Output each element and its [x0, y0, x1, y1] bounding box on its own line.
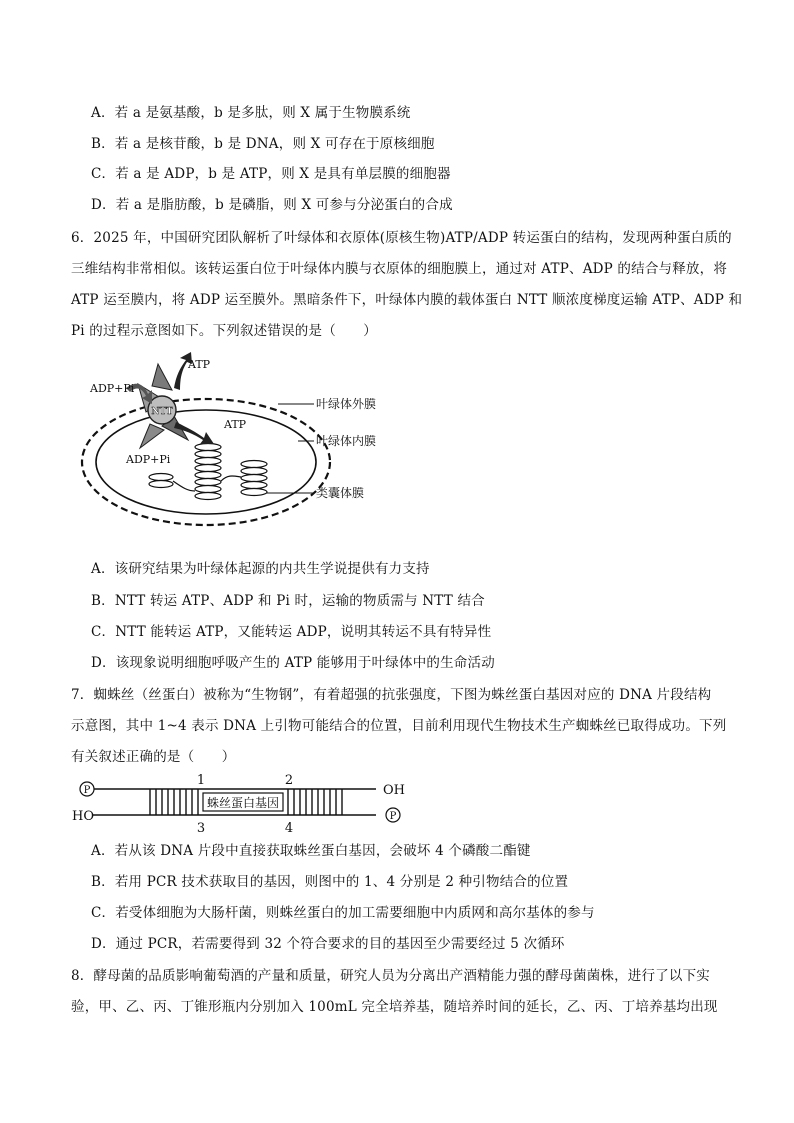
q5-option-c: C．若 a 是 ADP，b 是 ATP，则 X 是具有单层膜的细胞器	[91, 166, 451, 182]
q6-option-a: A．该研究结果为叶绿体起源的内共生学说提供有力支持	[91, 561, 430, 577]
q6-option-c: C．NTT 能转运 ATP，又能转运 ADP，说明其转运不具有特异性	[91, 624, 492, 640]
phosphate-top-label: P	[83, 785, 91, 796]
primer-site-3: 3	[196, 821, 206, 836]
q7-stem-line-2: 示意图，其中 1~4 表示 DNA 上引物可能结合的位置，目前利用现代生物技术生产蜘蛛丝已取得成功。下列	[71, 718, 727, 734]
q8-stem-line-2: 验，甲、乙、丙、丁锥形瓶内分别加入 100mL 完全培养基，随培养时间的延长，乙、丙、丁培养基均出现	[71, 999, 718, 1015]
q5-option-b: B．若 a 是核苷酸，b 是 DNA，则 X 可存在于原核细胞	[91, 136, 435, 152]
q7-option-a: A．若从该 DNA 片段中直接获取蛛丝蛋白基因，会破坏 4 个磷酸二酯键	[91, 843, 531, 859]
q7-option-d: D．通过 PCR，若需要得到 32 个符合要求的目的基因至少需要经过 5 次循环	[91, 936, 565, 952]
gene-label: 蛛丝蛋白基因	[206, 796, 280, 810]
q7-stem-line-3: 有关叙述正确的是（ ）	[71, 749, 236, 765]
adp-pi-inner-label: ADP+Pi	[126, 453, 171, 466]
q6-stem-line-1: 6．2025 年，中国研究团队解析了叶绿体和衣原体(原核生物)ATP/ADP 转运蛋白的结构，发现两种蛋白质的	[71, 230, 732, 246]
q6-stem-line-2: 三维结构非常相似。该转运蛋白位于叶绿体内膜与衣原体的细胞膜上，通过对 ATP、ADP 的结合与释放，将	[71, 261, 728, 277]
outer-membrane-label: 叶绿体外膜	[316, 397, 377, 411]
atp-inner-label: ATP	[224, 418, 247, 431]
q8-stem-line-1: 8．酵母菌的品质影响葡萄酒的产量和质量，研究人员为分离出产酒精能力强的酵母菌菌株，进行了以下实	[71, 968, 710, 984]
dna-fragment-diagram	[70, 770, 415, 836]
q7-option-b: B．若用 PCR 技术获取目的基因，则图中的 1、4 分别是 2 种引物结合的位置	[91, 874, 569, 890]
q5-option-d: D．若 a 是脂肪酸，b 是磷脂，则 X 可参与分泌蛋白的合成	[91, 197, 453, 213]
ntt-label: NTT	[151, 407, 173, 417]
q6-option-d: D．该现象说明细胞呼吸产生的 ATP 能够用于叶绿体中的生命活动	[91, 655, 495, 671]
primer-site-1: 1	[196, 773, 206, 788]
oh-top-label: OH	[383, 783, 405, 798]
thylakoid-label: 类囊体膜	[316, 486, 365, 500]
primer-site-4: 4	[284, 821, 294, 836]
q7-option-c: C．若受体细胞为大肠杆菌，则蛛丝蛋白的加工需要细胞中内质网和高尔基体的参与	[91, 905, 595, 921]
ho-bottom-label: HO	[72, 809, 94, 824]
q6-option-b: B．NTT 转运 ATP、ADP 和 Pi 时，运输的物质需与 NTT 结合	[91, 593, 485, 609]
primer-site-2: 2	[284, 773, 294, 788]
phosphate-bottom-label: P	[389, 811, 397, 822]
inner-membrane-label: 叶绿体内膜	[316, 434, 377, 448]
q5-option-a: A．若 a 是氨基酸，b 是多肽，则 X 属于生物膜系统	[91, 105, 411, 121]
q6-stem-line-3: ATP 运至膜内，将 ADP 运至膜外。黑暗条件下，叶绿体内膜的载体蛋白 NTT 顺浓度梯度运输 ATP、ADP 和	[71, 292, 743, 308]
adp-pi-left-label: ADP+Pi	[90, 382, 135, 395]
q7-stem-line-1: 7．蜘蛛丝（丝蛋白）被称为“生物钢”，有着超强的抗张强度，下图为蛛丝蛋白基因对应的 DNA 片段结构	[71, 687, 712, 703]
chloroplast-ntt-diagram	[76, 350, 406, 530]
atp-top-label: ATP	[188, 358, 211, 371]
q6-stem-line-4: Pi 的过程示意图如下。下列叙述错误的是（ ）	[71, 323, 377, 339]
thylakoid-stacks	[149, 444, 267, 500]
